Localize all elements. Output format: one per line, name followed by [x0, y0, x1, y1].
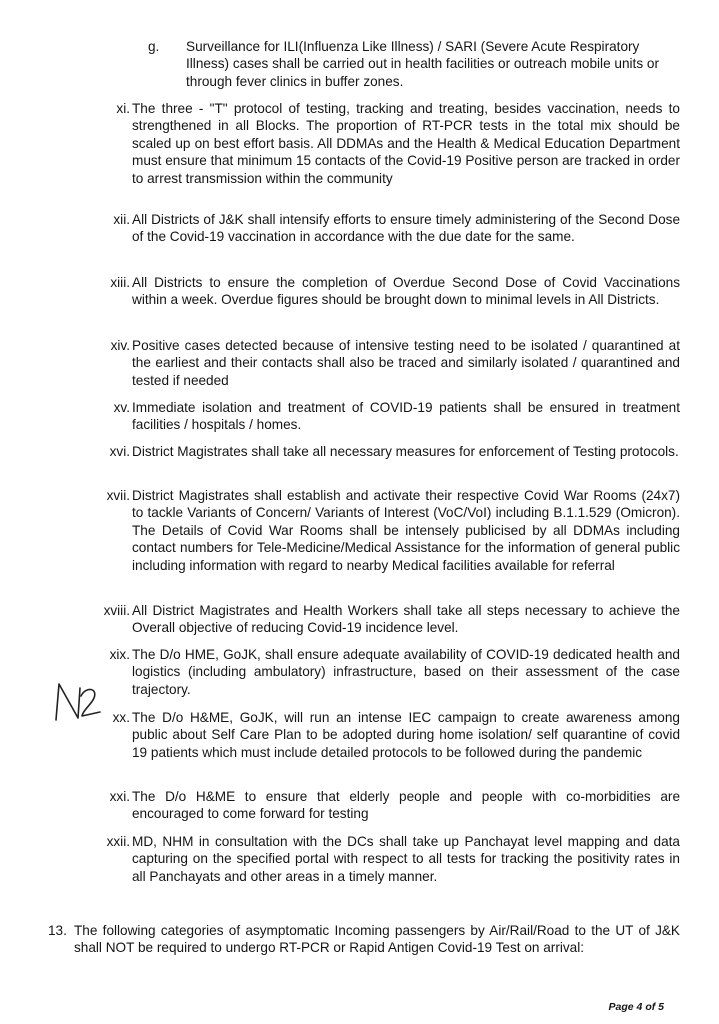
item-text: The D/o H&ME to ensure that elderly people and people with co-morbidities are encouraged to come forward for testing: [132, 789, 680, 822]
item-number: xiv.: [110, 338, 130, 353]
handwritten-initials-annotation: [52, 676, 104, 724]
item-number: xvi.: [109, 444, 130, 459]
item-text: Positive cases detected because of intensive testing need to be isolated / quarantined at the earliest and their contacts shall also be traced and similarly isolated / quarantined and tested if needed: [132, 338, 680, 388]
item-number: g.: [148, 39, 160, 54]
item-text: Immediate isolation and treatment of COVID-19 patients shall be ensured in treatment facilities / hospitals / homes.: [132, 400, 680, 433]
item-number: xii.: [113, 212, 130, 227]
list-item-xiii: [102, 274, 680, 309]
list-item-xx: [102, 709, 680, 761]
item-text: District Magistrates shall take all necessary measures for enforcement of Testing protocols.: [132, 444, 679, 459]
item-text: The D/o H&ME, GoJK, will run an intense IEC campaign to create awareness among public about Self Care Plan to be adopted during home isolation/ self quarantine of covid 19 patients which must include detailed protocols to be followed during the pandemic: [132, 710, 680, 760]
item-number: xvii.: [106, 488, 130, 503]
item-number: xxi.: [109, 789, 130, 804]
list-item-xxi: [102, 788, 680, 823]
item-number: xviii.: [103, 603, 130, 618]
page-number: Page 4 of 5: [608, 1001, 664, 1013]
item-number: xix.: [109, 647, 130, 662]
item-number: xiii.: [110, 275, 130, 290]
list-item-xxii: [102, 833, 680, 885]
list-item-xv: [102, 399, 680, 434]
item-text: The D/o HME, GoJK, shall ensure adequate availability of COVID-19 dedicated health and logistics (including ambulatory) infrastructure, based on their assessment of the case trajectory.: [132, 647, 680, 697]
item-text: The three - "T" protocol of testing, tracking and treating, besides vaccination, needs to strengthened in all Blocks. The proportion of RT-PCR tests in the total mix should be scaled up on best effort basis. All DDMAs and the Health & Medical Education Department must ensure that minimum 15 contacts of the Covid-19 Positive person are tracked in order to arrest transmission within the community: [132, 101, 680, 186]
item-text: All District Magistrates and Health Workers shall take all steps necessary to achieve the Overall objective of reducing Covid-19 incidence level.: [132, 603, 680, 636]
item-text: All Districts of J&K shall intensify efforts to ensure timely administering of the Second Dose of the Covid-19 vaccination in accordance with the due date for the same.: [132, 212, 680, 245]
list-item-xvii: [102, 487, 680, 574]
item-number: xx.: [112, 710, 130, 725]
paragraph-text: The following categories of asymptomatic Incoming passengers by Air/Rail/Road to the UT of J&K shall NOT be required to undergo RT-PCR or Rapid Antigen Covid-19 Test on arrival:: [74, 923, 680, 956]
list-item-xix: [102, 646, 680, 698]
item-text: District Magistrates shall establish and activate their respective Covid War Rooms (24x7) to tackle Variants of Concern/ Variants of Interest (VoC/VoI) including B.1.1.529 (Omicron). The Details of Covid War Rooms shall be intensely publicised by all DDMAs including contact numbers for Tele-Medicine/Medical Assistance for the information of general public including information with regard to nearby Medical facilities available for referral: [132, 488, 680, 573]
paragraph-number: 13.: [48, 923, 67, 938]
list-item-xviii: [102, 602, 680, 637]
paragraph-13: [48, 922, 680, 957]
list-item-xii: [102, 211, 680, 246]
item-text: Surveillance for ILI(Influenza Like Illness) / SARI (Severe Acute Respiratory Illness) cases shall be carried out in health facilities or outreach mobile units or through fever clinics in buffer zones.: [186, 39, 659, 89]
item-number: xi.: [116, 101, 130, 116]
item-number: xxii.: [106, 834, 130, 849]
item-text: All Districts to ensure the completion of Overdue Second Dose of Covid Vaccinations within a week. Overdue figures should be brought down to minimal levels in All Districts.: [132, 275, 680, 308]
list-item-xiv: [102, 337, 680, 389]
item-number: xv.: [113, 400, 130, 415]
list-item-xvi: [102, 443, 680, 460]
list-item-g: [138, 38, 678, 90]
list-item-xi: [102, 100, 680, 187]
item-text: MD, NHM in consultation with the DCs shall take up Panchayat level mapping and data capturing on the specified portal with respect to all tests for tracking the positivity rates in all Panchayats and other areas in a timely manner.: [132, 834, 680, 884]
